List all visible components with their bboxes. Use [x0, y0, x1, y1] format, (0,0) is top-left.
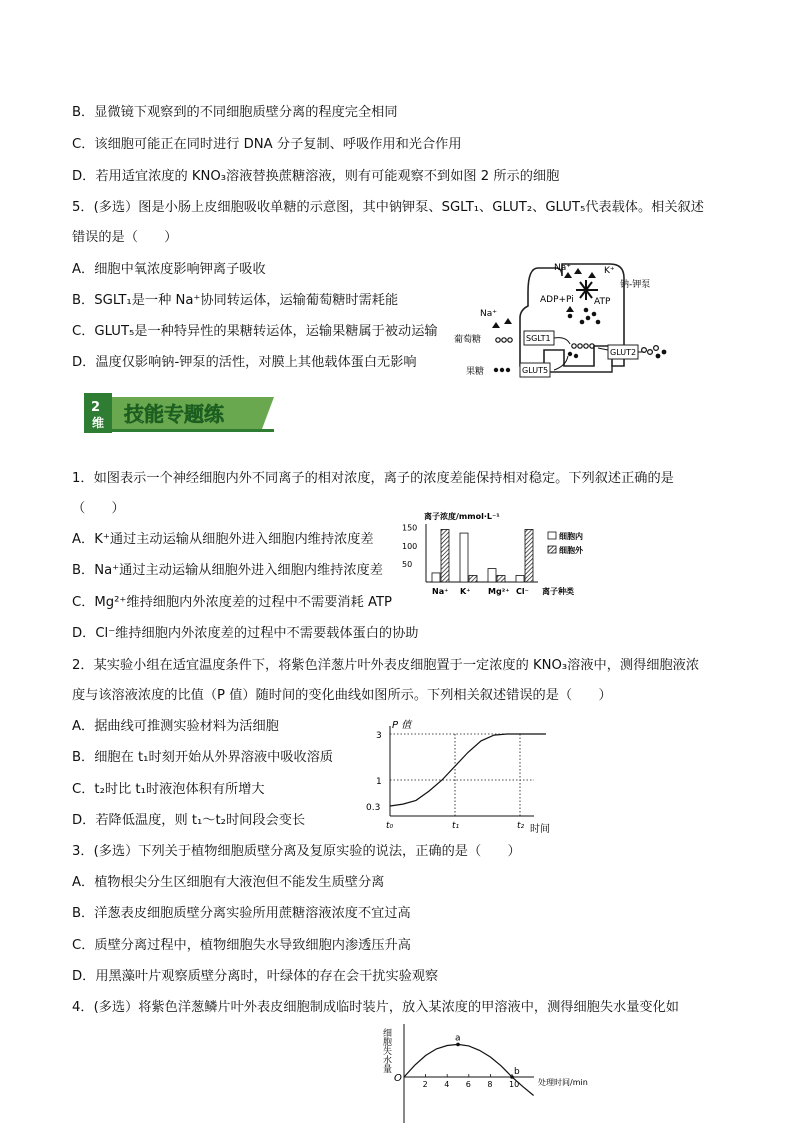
- skill-q3-stem: 3．(多选）下列关于植物细胞质壁分离及复原实验的说法，正确的是（ ）: [72, 844, 521, 859]
- w-origin: O: [394, 1073, 402, 1084]
- skill-q2-option-d: D．若降低温度，则 t₁～t₂时间段会变长: [72, 813, 306, 828]
- skill-q1-stem-cont: （ ）: [72, 501, 125, 516]
- water-loss-chart: [381, 1020, 620, 1123]
- bar-inside: [516, 575, 524, 582]
- w-label-b: b: [514, 1067, 520, 1077]
- atp-label: ATP: [594, 297, 611, 307]
- p-ylabel: P 值: [392, 720, 412, 731]
- skill-q2-option-b: B．细胞在 t₁时刻开始从外界溶液中吸收溶质: [72, 750, 334, 765]
- skill-q1-stem: 1．如图表示一个神经细胞内外不同离子的相对浓度，离子的浓度差能保持相对稳定。下列叙述正确的是: [72, 471, 674, 486]
- w-ylabel: 细胞失水量: [381, 1028, 391, 1073]
- glucose-label: 葡萄糖: [454, 335, 482, 345]
- w-xtick-label: 2: [422, 1080, 428, 1089]
- adp-label: ADP+Pi: [540, 295, 574, 305]
- glut2-label: GLUT2: [610, 348, 637, 357]
- skill-q1-option-c: C．Mg²⁺维持细胞内外浓度差的过程中不需要消耗 ATP: [72, 595, 392, 610]
- p-ytick-label: 3: [376, 731, 382, 741]
- bar-outside: [441, 529, 449, 582]
- bar-category-label: K⁺: [460, 587, 471, 596]
- p-xlabel: 时间: [530, 824, 550, 835]
- skill-q3-option-c: C．质壁分离过程中，植物细胞失水导致细胞内渗透压升高: [72, 938, 411, 953]
- p-xtick-label: t₁: [452, 821, 460, 831]
- bar-inside: [432, 573, 440, 582]
- question-5-option-c: C．GLUT₅是一种特异性的果糖转运体，运输果糖属于被动运输: [72, 324, 438, 339]
- na-top-label: Na⁺: [554, 263, 571, 273]
- bar-outside: [469, 575, 477, 582]
- skill-q4-stem: 4．(多选）将紫色洋葱鳞片叶外表皮细胞制成临时装片，放入某浓度的甲溶液中，测得细胞失水量变化如: [72, 1000, 679, 1015]
- cell-transport-diagram: [454, 258, 678, 380]
- bar-ytick-label: 100: [402, 541, 418, 551]
- pump-label: 钠-钾泵: [620, 280, 651, 290]
- skill-q2-option-a: A．据曲线可推测实验材料为活细胞: [72, 719, 279, 734]
- option-d-line: D．若用适宜浓度的 KNO₃溶液替换蔗糖溶液，则有可能观察不到如图 2 所示的细胞: [72, 169, 560, 184]
- question-5-stem: 5．(多选）图是小肠上皮细胞吸收单糖的示意图，其中钠钾泵、SGLT₁、GLUT₂、GLUT₅代表载体。相关叙述: [72, 200, 704, 215]
- bar-xlabel: 离子种类: [542, 587, 574, 596]
- fructose-label: 果糖: [466, 367, 485, 377]
- skill-q1-option-a: A．K⁺通过主动运输从细胞外进入细胞内维持浓度差: [72, 532, 374, 547]
- w-xlabel: 处理时间/min: [538, 1078, 588, 1087]
- question-5-stem-cont: 错误的是（ ）: [72, 230, 178, 245]
- bar-ylabel: 离子浓度/mmol·L⁻¹: [424, 512, 500, 521]
- bar-ytick-label: 150: [402, 523, 418, 533]
- p-curve: [390, 734, 546, 806]
- skill-q2-stem-cont: 度与该溶液浓度的比值（P 值）随时间的变化曲线如图所示。下列相关叙述错误的是（ ）: [72, 688, 612, 703]
- legend-outside: 细胞外: [559, 546, 583, 555]
- w-label-a: a: [455, 1033, 461, 1044]
- legend-inside: 细胞内: [559, 532, 583, 541]
- banner-sub: 维: [92, 416, 105, 430]
- skill-q3-option-d: D．用黑藻叶片观察质壁分离时，叶绿体的存在会干扰实验观察: [72, 969, 439, 984]
- bar-ytick-label: 50: [402, 559, 413, 569]
- na-left-label: Na⁺: [480, 309, 497, 319]
- w-xtick-label: 8: [487, 1080, 493, 1089]
- section-banner: [84, 393, 274, 433]
- banner-number: 2: [91, 400, 101, 415]
- p-value-chart: [362, 712, 562, 838]
- p-xtick-label: t₀: [386, 821, 394, 831]
- option-b-line: B．显微镜下观察到的不同细胞质壁分离的程度完全相同: [72, 105, 398, 120]
- bar-category-label: Mg²⁺: [488, 587, 510, 596]
- question-5-option-b: B．SGLT₁是一种 Na⁺协同转运体，运输葡萄糖时需耗能: [72, 293, 399, 308]
- ion-concentration-chart: [398, 506, 598, 602]
- skill-q3-option-a: A．植物根尖分生区细胞有大液泡但不能发生质壁分离: [72, 875, 385, 890]
- bar-outside: [497, 575, 505, 582]
- p-ytick-label: 1: [376, 777, 382, 787]
- question-5-option-d: D．温度仅影响钠-钾泵的活性，对膜上其他载体蛋白无影响: [72, 355, 417, 370]
- w-xtick-label: 4: [444, 1080, 450, 1089]
- skill-q2-stem: 2．某实验小组在适宜温度条件下，将紫色洋葱片叶外表皮细胞置于一定浓度的 KNO₃溶液中，测得细胞液浓: [72, 658, 700, 673]
- skill-q1-option-d: D．Cl⁻维持细胞内外浓度差的过程中不需要载体蛋白的协助: [72, 626, 419, 641]
- bar-category-label: Na⁺: [432, 587, 449, 596]
- bar-inside: [460, 533, 468, 582]
- p-xtick-label: t₂: [517, 821, 525, 831]
- skill-q2-option-c: C．t₂时比 t₁时液泡体积有所增大: [72, 782, 265, 797]
- legend-swatch-outside: [548, 546, 556, 553]
- k-top-label: K⁺: [604, 266, 615, 276]
- bar-category-label: Cl⁻: [516, 587, 529, 596]
- question-5-option-a: A．细胞中氧浓度影响钾离子吸收: [72, 262, 266, 277]
- banner-title: 技能专题练: [124, 402, 224, 426]
- skill-q3-option-b: B．洋葱表皮细胞质壁分离实验所用蔗糖溶液浓度不宜过高: [72, 906, 411, 921]
- bar-inside: [488, 569, 496, 582]
- w-xtick-label: 10: [509, 1080, 520, 1089]
- p-ytick-label: 0.3: [366, 803, 381, 813]
- skill-q1-option-b: B．Na⁺通过主动运输从细胞外进入细胞内维持浓度差: [72, 563, 383, 578]
- sglt1-label: SGLT1: [526, 334, 551, 343]
- w-xtick-label: 6: [465, 1080, 471, 1089]
- bar-outside: [525, 529, 533, 582]
- option-c-line: C．该细胞可能正在同时进行 DNA 分子复制、呼吸作用和光合作用: [72, 137, 462, 152]
- glut5-label: GLUT5: [522, 366, 549, 375]
- legend-swatch-inside: [548, 532, 556, 539]
